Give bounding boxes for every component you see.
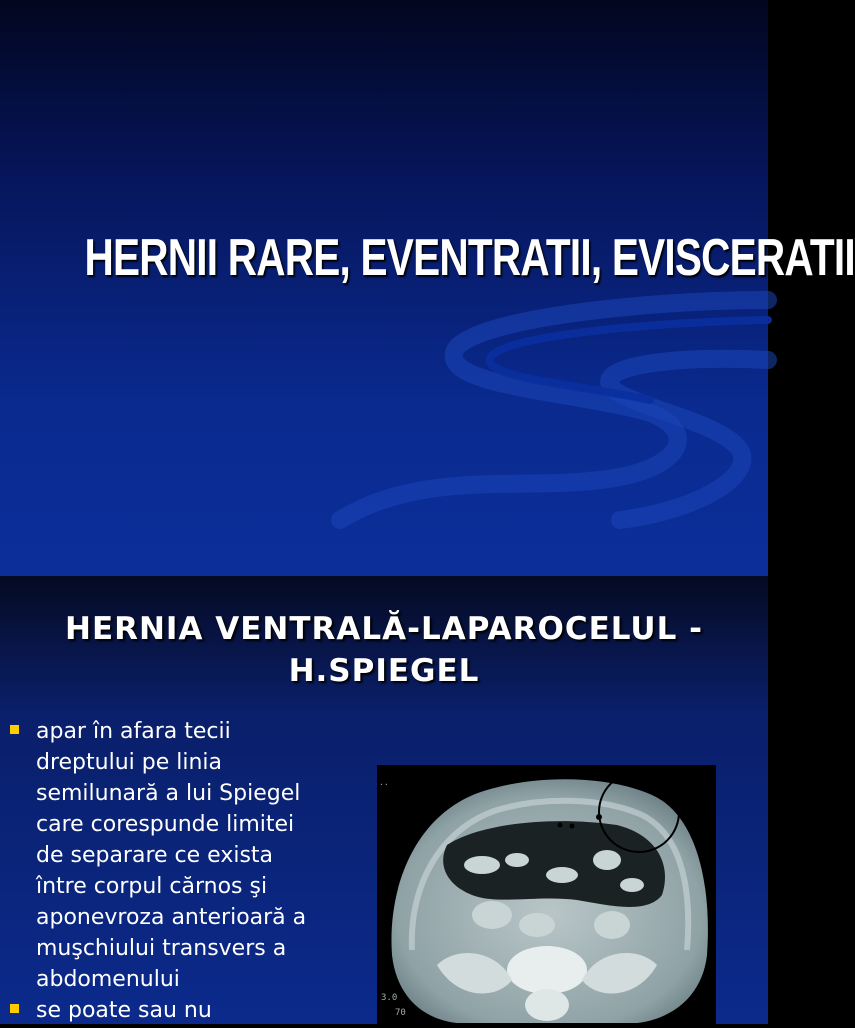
ct-scan-icon [377,765,716,1024]
bullet-line: de separare ce exista [36,843,274,868]
bullet-line: aponevroza anterioară a [36,905,307,930]
bullet-item [8,995,353,1026]
heading-line-1: HERNIA VENTRALĂ-LAPAROCELUL - [65,611,703,647]
bullet-list [8,716,353,1026]
content-slide [0,576,768,1024]
svg-text:..: .. [379,778,389,787]
svg-text:3.0: 3.0 [381,993,398,1003]
bullet-square-icon [10,1004,19,1013]
bullet-item [8,716,353,995]
slide-title: HERNII RARE, EVENTRATII, EVISCERATII [84,229,855,287]
bullet-line: dreptului pe linia [36,750,223,775]
bullet-line: semilunară a lui Spiegel [36,781,301,806]
heading-line-2: H.SPIEGEL [288,653,480,689]
slide-heading [20,608,748,692]
svg-text:70: 70 [395,1008,406,1018]
ct-scan-image [377,765,716,1024]
bullet-line: abdomenului [36,967,180,992]
bullet-line: muşchiului transvers a [36,936,287,961]
bullet-square-icon [10,725,19,734]
bullet-line: apar în afara tecii [36,719,231,744]
bullet-line: se poate sau nu [36,998,212,1023]
bullet-line: care corespunde limitei [36,812,295,837]
bullet-line: între corpul cărnos şi [36,874,268,899]
